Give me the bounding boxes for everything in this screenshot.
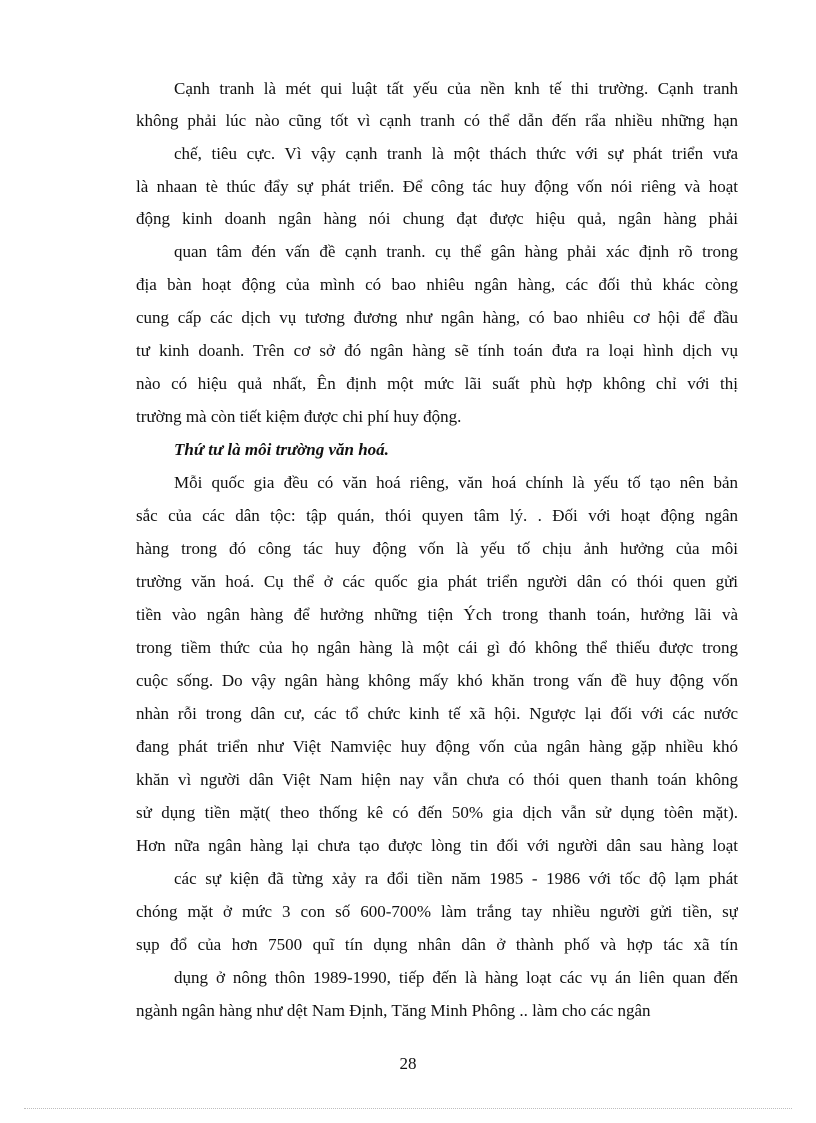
text-line: trong tiềm thức của họ ngân hàng là một cái gì đó không thể thiếu được trong [136,638,738,657]
footer-divider [24,1108,792,1109]
section-heading: Thứ tư là môi trường văn hoá. [174,440,389,459]
text-line: Mỗi quốc gia đều có văn hoá riêng, văn hoá chính là yếu tố tạo nên bản [174,473,738,492]
text-line: chóng mặt ở mức 3 con số 600-700% làm trắng tay nhiều người gửi tiền, sự [136,902,738,921]
text-line: sụp đổ của hơn 7500 quĩ tín dụng nhân dân ở thành phố và hợp tác xã tín [136,935,738,954]
text-line: quan tâm đén vấn đề cạnh tranh. cụ thể gân hàng phải xác định rõ trong [174,242,738,261]
text-line: dụng ở nông thôn 1989-1990, tiếp đến là hàng loạt các vụ án liên quan đến [174,968,738,987]
text-line: ngành ngân hàng như dệt Nam Định, Tăng Minh Phông .. làm cho các ngân [136,1001,651,1020]
text-line: khăn vì người dân Việt Nam hiện nay vẫn chưa có thói quen thanh toán không [136,770,738,789]
text-line: đang phát triển như Việt Namviệc huy động vốn của ngân hàng gặp nhiều khó [136,737,738,756]
text-line: chế, tiêu cực. Vì vậy cạnh tranh là một thách thức với sự phát triển vưa [174,144,738,163]
text-line: tiền vào ngân hàng để hưởng những tiện Ých trong thanh toán, hưởng lãi và [136,605,738,624]
text-line: nhàn rỗi trong dân cư, các tổ chức kinh tế xã hội. Ngược lại đối với các nước [136,704,738,723]
text-line: trường văn hoá. Cụ thể ở các quốc gia phát triển người dân có thói quen gửi [136,572,738,591]
text-line: trường mà còn tiết kiệm được chi phí huy động. [136,407,462,426]
text-line: địa bàn hoạt động của mình có bao nhiêu ngân hàng, các đối thủ khác còng [136,275,738,294]
text-line: nào có hiệu quả nhất, Ên định một mức lãi suất phù hợp không chỉ với thị [136,374,738,393]
text-line: động kinh doanh ngân hàng nói chung đạt được hiệu quả, ngân hàng phải [136,209,738,228]
text-line: cung cấp các dịch vụ tương đương như ngân hàng, có bao nhiêu cơ hội để đầu [136,308,738,327]
text-line: Cạnh tranh là mét qui luật tất yếu của nền knh tế thi trường. Cạnh tranh [174,79,738,98]
text-line: hàng trong đó công tác huy động vốn là yếu tố chịu ảnh hưởng của môi [136,539,738,558]
text-line: Hơn nữa ngân hàng lại chưa tạo được lòng tin đối với người dân sau hàng loạt [136,836,738,855]
text-line: tư kinh doanh. Trên cơ sở đó ngân hàng sẽ tính toán đưa ra loại hình dịch vụ [136,341,738,360]
text-line: không phải lúc nào cũng tốt vì cạnh tranh có thể dẫn đến rẩa nhiều những hạn [136,111,738,130]
text-line: cuộc sống. Do vậy ngân hàng không mấy khó khăn trong vấn đề huy động vốn [136,671,738,690]
text-line: là nhaan tè thúc đẩy sự phát triển. Để công tác huy động vốn nói riêng và hoạt [136,177,738,196]
text-line: sắc của các dân tộc: tập quán, thói quyen tâm lý. . Đối với hoạt động ngân [136,506,738,525]
text-line: sử dụng tiền mặt( theo thống kê có đến 50% gia dịch vẫn sử dụng tòên mặt). [136,803,738,822]
text-line: các sự kiện đã từng xảy ra đổi tiền năm 1985 - 1986 với tốc độ lạm phát [174,869,738,888]
page-number: 28 [399,1054,417,1073]
